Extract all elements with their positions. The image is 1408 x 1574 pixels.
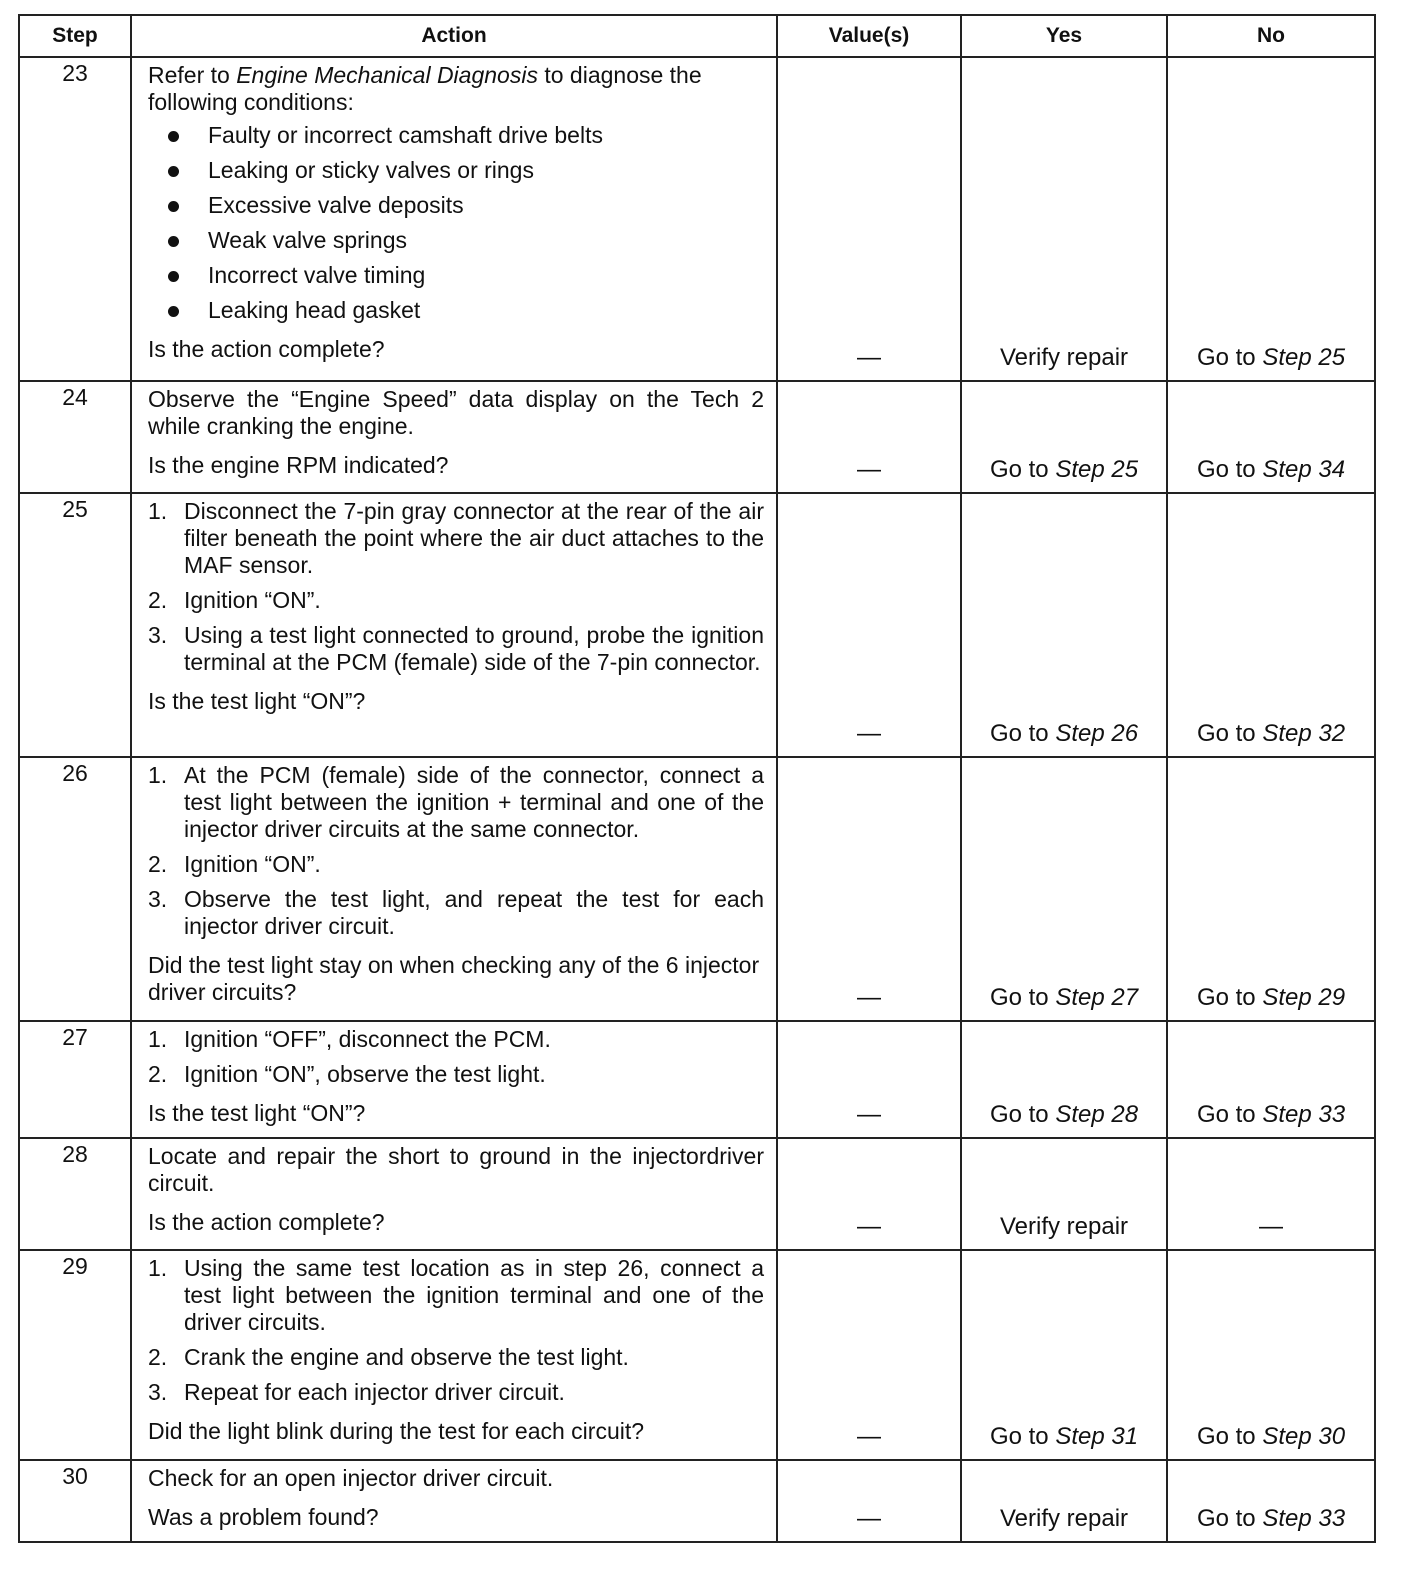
action-question: Is the action complete?: [148, 336, 385, 362]
action-cell: [131, 381, 777, 493]
yes-cell: [961, 1021, 1167, 1138]
header-action: Action: [131, 15, 777, 57]
action-cell: [131, 1021, 777, 1138]
action-text: Observe the “Engine Speed” data display on the Tech 2 while cranking the engine.: [148, 386, 764, 439]
no-cell-prefix: Go to: [1196, 1505, 1263, 1532]
value-cell: [777, 1021, 961, 1138]
table-row: [19, 57, 1375, 381]
yes-cell: [961, 1460, 1167, 1542]
procedure-text: At the PCM (female) side of the connector, connect a test light between the ignition + terminal and one of the injector driver circuits at the same connector.: [184, 762, 764, 842]
header-values: Value(s): [777, 15, 961, 57]
header-step: Step: [19, 15, 131, 57]
header-no: No: [1167, 15, 1375, 57]
procedure-number: 2.: [148, 1061, 168, 1087]
condition-item: [164, 227, 764, 254]
yes-cell-text: Verify repair: [999, 1505, 1129, 1532]
step-number: 24: [19, 381, 131, 493]
action-cell: [131, 1460, 777, 1542]
action-cell: [131, 757, 777, 1021]
condition-text: Excessive valve deposits: [208, 192, 464, 218]
procedure-number: 1.: [148, 762, 168, 788]
yes-cell-text: Verify repair: [999, 1213, 1129, 1240]
action-question: Is the engine RPM indicated?: [148, 452, 449, 478]
bullet-icon: [168, 131, 179, 142]
procedure-number: 1.: [148, 498, 168, 524]
procedure-step: [148, 622, 764, 676]
step-number: 28: [19, 1138, 131, 1250]
value-dash: —: [857, 720, 881, 747]
procedure-text: Ignition “ON”.: [184, 587, 321, 613]
action-question: Is the test light “ON”?: [148, 1100, 366, 1126]
intro-emphasis: Engine Mechanical Diagnosis: [236, 62, 538, 88]
procedure-list: [148, 1255, 764, 1406]
no-cell-target: Step 33: [1262, 1101, 1346, 1128]
condition-item: [164, 122, 764, 149]
procedure-text: Ignition “ON”, observe the test light.: [184, 1061, 546, 1087]
procedure-step: [148, 886, 764, 940]
action-intro: [148, 62, 764, 116]
table-row: [19, 381, 1375, 493]
action-question: Is the test light “ON”?: [148, 688, 366, 714]
intro-pre: Refer to: [148, 62, 237, 88]
diagnostic-table: [18, 14, 1376, 1543]
no-cell-prefix: Go to: [1196, 720, 1263, 747]
value-dash: —: [857, 1423, 881, 1450]
step-number: 27: [19, 1021, 131, 1138]
procedure-step: [148, 762, 764, 843]
bullet-icon: [168, 166, 179, 177]
yes-cell: [961, 381, 1167, 493]
procedure-text: Observe the test light, and repeat the test for each injector driver circuit.: [184, 886, 764, 939]
no-cell: [1167, 493, 1375, 757]
procedure-number: 3.: [148, 622, 168, 648]
yes-cell-prefix: Go to: [989, 1423, 1056, 1450]
condition-list: [148, 122, 764, 324]
no-cell: [1167, 1021, 1375, 1138]
value-dash: —: [857, 344, 881, 371]
yes-cell: [961, 1138, 1167, 1250]
value-cell: [777, 1138, 961, 1250]
procedure-step: [148, 1255, 764, 1336]
yes-cell-target: Step 28: [1055, 1101, 1139, 1128]
intro-post: to diagnose the following conditions:: [148, 62, 702, 115]
procedure-text: Using a test light connected to ground, probe the ignition terminal at the PCM (female) side of the 7-pin connector.: [184, 622, 764, 675]
action-question: Is the action complete?: [148, 1209, 385, 1235]
procedure-text: Using the same test location as in step 26, connect a test light between the ignition terminal and one of the driver circuits.: [184, 1255, 764, 1335]
action-cell: [131, 57, 777, 381]
procedure-number: 3.: [148, 1379, 168, 1405]
step-number: 29: [19, 1250, 131, 1460]
no-cell-prefix: Go to: [1196, 1423, 1263, 1450]
no-cell-prefix: Go to: [1196, 344, 1263, 371]
procedure-number: 2.: [148, 851, 168, 877]
step-number: 30: [19, 1460, 131, 1542]
no-cell-prefix: Go to: [1196, 1101, 1263, 1128]
condition-text: Leaking head gasket: [208, 297, 421, 323]
action-cell: [131, 493, 777, 757]
no-cell-target: Step 30: [1262, 1423, 1346, 1450]
procedure-text: Repeat for each injector driver circuit.: [184, 1379, 565, 1405]
no-cell: [1167, 757, 1375, 1021]
procedure-step: [148, 1061, 764, 1088]
no-cell-target: Step 34: [1262, 456, 1346, 483]
yes-cell-text: Verify repair: [999, 344, 1129, 371]
procedure-step: [148, 498, 764, 579]
procedure-text: Disconnect the 7-pin gray connector at the rear of the air filter beneath the point where the air duct attaches to the MAF sensor.: [184, 498, 764, 578]
value-dash: —: [857, 1505, 881, 1532]
condition-item: [164, 192, 764, 219]
yes-cell: [961, 57, 1167, 381]
condition-item: [164, 262, 764, 289]
procedure-number: 3.: [148, 886, 168, 912]
action-cell: [131, 1250, 777, 1460]
yes-cell-prefix: Go to: [989, 720, 1056, 747]
procedure-list: [148, 1026, 764, 1088]
yes-cell-target: Step 27: [1055, 984, 1139, 1011]
procedure-step: [148, 1026, 764, 1053]
step-number: 25: [19, 493, 131, 757]
step-number: 23: [19, 57, 131, 381]
table-row: [19, 757, 1375, 1021]
condition-item: [164, 157, 764, 184]
no-cell: [1167, 1138, 1375, 1250]
procedure-number: 1.: [148, 1026, 168, 1052]
procedure-number: 1.: [148, 1255, 168, 1281]
action-question: Was a problem found?: [148, 1504, 379, 1530]
no-cell-target: Step 25: [1262, 344, 1346, 371]
table-row: [19, 1021, 1375, 1138]
procedure-number: 2.: [148, 1344, 168, 1370]
value-dash: —: [857, 1101, 881, 1128]
bullet-icon: [168, 201, 179, 212]
table-row: [19, 1460, 1375, 1542]
condition-item: [164, 297, 764, 324]
step-number: 26: [19, 757, 131, 1021]
value-cell: [777, 493, 961, 757]
procedure-list: [148, 498, 764, 676]
header-yes: Yes: [961, 15, 1167, 57]
bullet-icon: [168, 271, 179, 282]
procedure-text: Crank the engine and observe the test light.: [184, 1344, 629, 1370]
condition-text: Incorrect valve timing: [208, 262, 426, 288]
yes-cell-prefix: Go to: [989, 456, 1056, 483]
procedure-list: [148, 762, 764, 940]
no-cell: [1167, 1250, 1375, 1460]
action-question: Did the test light stay on when checking any of the 6 injector driver circuits?: [148, 952, 760, 1005]
value-cell: [777, 381, 961, 493]
no-cell: [1167, 57, 1375, 381]
yes-cell: [961, 493, 1167, 757]
yes-cell: [961, 1250, 1167, 1460]
yes-cell-target: Step 26: [1055, 720, 1139, 747]
condition-text: Faulty or incorrect camshaft drive belts: [208, 122, 603, 148]
condition-text: Weak valve springs: [208, 227, 407, 253]
procedure-step: [148, 851, 764, 878]
yes-cell-target: Step 25: [1055, 456, 1139, 483]
yes-cell-target: Step 31: [1055, 1423, 1139, 1450]
value-cell: [777, 57, 961, 381]
bullet-icon: [168, 236, 179, 247]
procedure-step: [148, 587, 764, 614]
no-cell: [1167, 1460, 1375, 1542]
action-question: Did the light blink during the test for each circuit?: [148, 1418, 645, 1444]
header-row: [19, 15, 1375, 57]
action-text: Locate and repair the short to ground in the injectordriver circuit.: [148, 1143, 764, 1196]
procedure-number: 2.: [148, 587, 168, 613]
table-row: [19, 493, 1375, 757]
condition-text: Leaking or sticky valves or rings: [208, 157, 534, 183]
action-cell: [131, 1138, 777, 1250]
no-cell-prefix: Go to: [1196, 984, 1263, 1011]
no-cell-prefix: Go to: [1196, 456, 1263, 483]
value-dash: —: [857, 1213, 881, 1240]
value-dash: —: [857, 984, 881, 1011]
no-cell-target: Step 29: [1262, 984, 1346, 1011]
value-dash: —: [857, 456, 881, 483]
yes-cell-prefix: Go to: [989, 1101, 1056, 1128]
bullet-icon: [168, 306, 179, 317]
no-cell: [1167, 381, 1375, 493]
action-text: Check for an open injector driver circuit.: [148, 1465, 554, 1491]
yes-cell: [961, 757, 1167, 1021]
no-cell-target: Step 32: [1262, 720, 1346, 747]
procedure-step: [148, 1344, 764, 1371]
table-row: [19, 1250, 1375, 1460]
table-row: [19, 1138, 1375, 1250]
yes-cell-prefix: Go to: [989, 984, 1056, 1011]
procedure-step: [148, 1379, 764, 1406]
no-cell-target: Step 33: [1262, 1505, 1346, 1532]
value-cell: [777, 1250, 961, 1460]
table-header: [19, 15, 1375, 57]
value-cell: [777, 757, 961, 1021]
table-body: [19, 57, 1375, 1542]
no-cell-text: —: [1259, 1213, 1283, 1240]
procedure-text: Ignition “OFF”, disconnect the PCM.: [184, 1026, 551, 1052]
procedure-text: Ignition “ON”.: [184, 851, 321, 877]
value-cell: [777, 1460, 961, 1542]
